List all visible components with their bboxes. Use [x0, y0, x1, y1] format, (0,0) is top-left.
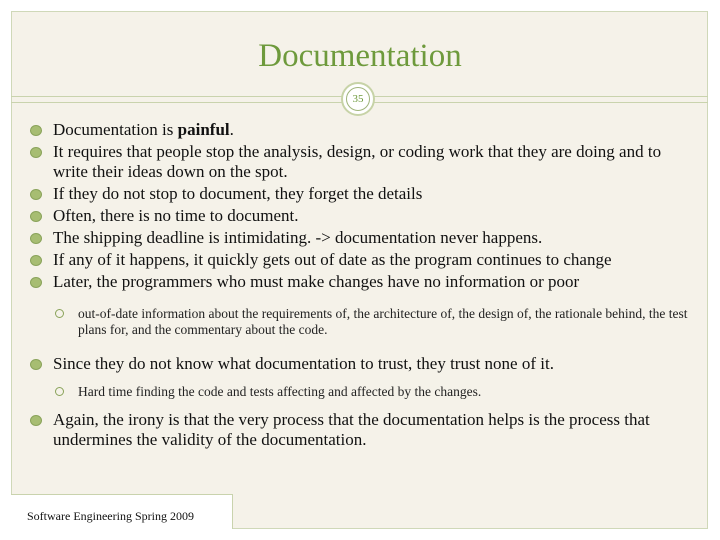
bullet-item — [28, 250, 696, 270]
bullet-dot-icon — [30, 415, 42, 426]
bullet-item — [28, 354, 696, 374]
bullet-item — [28, 272, 696, 292]
slide-title: Documentation — [258, 38, 462, 74]
sub-bullet-item — [28, 384, 696, 400]
page-number-badge — [341, 82, 375, 116]
bullet-text: Again, the irony is that the very process that the documentation helps is the process that undermines the validity of the documentation. — [53, 410, 650, 449]
bullet-item — [28, 142, 696, 182]
bullet-text: Often, there is no time to document. — [53, 206, 299, 225]
bullet-text: Documentation is — [53, 120, 178, 139]
bullet-emphasis: painful — [177, 120, 230, 139]
sub-bullet-circle-icon — [55, 387, 64, 396]
bullet-text-end: . — [229, 120, 234, 139]
bullet-dot-icon — [30, 211, 42, 222]
bullet-dot-icon — [30, 277, 42, 288]
bullet-item — [28, 120, 696, 140]
bullet-text: Later, the programmers who must make changes have no information or poor — [53, 272, 580, 291]
bullet-dot-icon — [30, 125, 42, 136]
bullet-dot-icon — [30, 189, 42, 200]
bullet-text: It requires that people stop the analysis, design, or coding work that they are doing and to write their ideas down on the spot. — [53, 142, 662, 181]
sub-bullet-circle-icon — [55, 309, 64, 318]
bullet-dot-icon — [30, 255, 42, 266]
sub-bullet-text: Hard time finding the code and tests affecting and affected by the changes. — [78, 384, 482, 399]
sub-bullet-item — [28, 306, 696, 338]
bullet-text: The shipping deadline is intimidating. -> documentation never happens. — [53, 228, 543, 247]
bullet-text: If any of it happens, it quickly gets out of date as the program continues to change — [53, 250, 612, 269]
slide-content — [28, 120, 696, 452]
bullet-item — [28, 184, 696, 204]
bullet-dot-icon — [30, 233, 42, 244]
bullet-item — [28, 206, 696, 226]
footer-text: Software Engineering Spring 2009 — [27, 509, 194, 523]
bullet-text: If they do not stop to document, they forget the details — [53, 184, 423, 203]
footer-box — [11, 494, 233, 529]
page-number: 35 — [346, 87, 370, 111]
sub-bullet-text: out-of-date information about the requirements of, the architecture of, the design of, the rationale behind, the test plans for, and the commentary about the code. — [78, 306, 688, 337]
bullet-item — [28, 228, 696, 248]
bullet-text: Since they do not know what documentation to trust, they trust none of it. — [53, 354, 554, 373]
bullet-dot-icon — [30, 147, 42, 158]
bullet-item — [28, 410, 696, 450]
bullet-dot-icon — [30, 359, 42, 370]
